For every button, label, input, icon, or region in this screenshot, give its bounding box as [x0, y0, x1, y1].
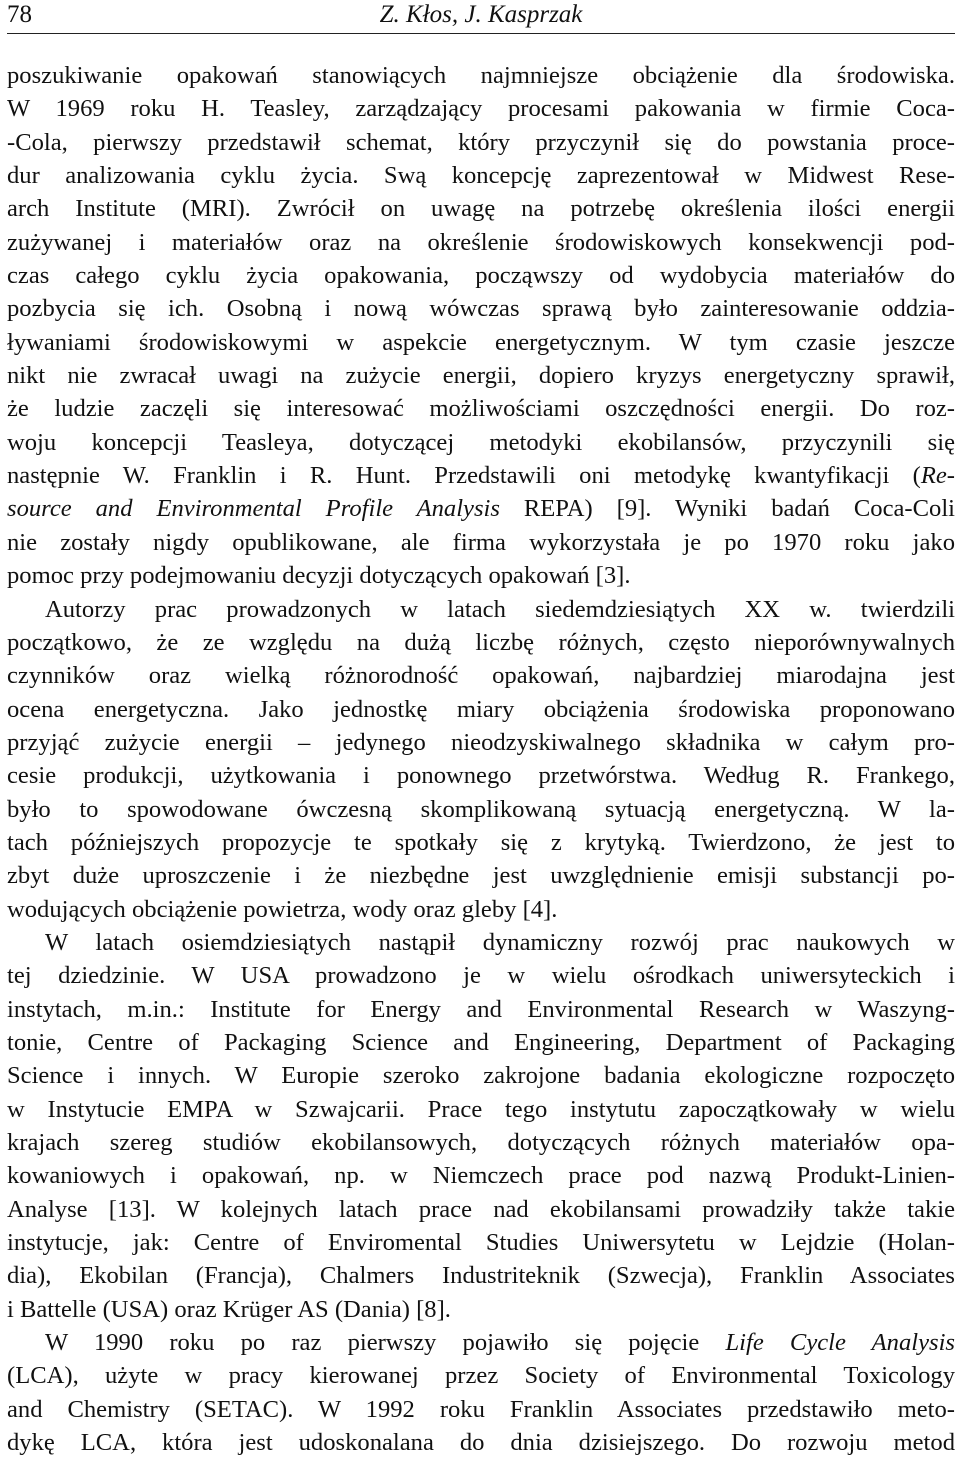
- text-line: dia), Ekobilan (Francja), Chalmers Industriteknik (Szwecja), Franklin Associates: [7, 1262, 955, 1290]
- text-fragment: W 1990 roku po raz pierwszy pojawiło się pojęcie: [45, 1329, 726, 1357]
- text-line: pomoc przy podejmowaniu decyzji dotyczących opakowań [3].: [7, 562, 631, 590]
- text-line: Analyse [13]. W kolejnych latach prace nad ekobilansami prowadziły także takie: [7, 1195, 955, 1223]
- text-line-with-italic: [7, 1326, 955, 1359]
- text-line: W latach osiemdziesiątych nastąpił dynamiczny rozwój prac naukowych w: [45, 928, 955, 956]
- text-fragment: następnie W. Franklin i R. Hunt. Przedstawili oni metodykę kwantyfikacji (: [7, 462, 921, 490]
- text-line: (LCA), użyte w pracy kierowanej przez Society of Environmental Toxicology: [7, 1362, 955, 1390]
- text-line: instytucje, jak: Centre of Enviromental Studies Uniwersytetu w Lejdzie (Holan-: [7, 1229, 955, 1257]
- text-line: W 1969 roku H. Teasley, zarządzający procesami pakowania w firmie Coca-: [7, 95, 955, 123]
- text-line: czynników oraz wielką różnorodność opakowań, najbardziej miarodajna jest: [7, 662, 955, 690]
- italic-fragment: source and Environmental Profile Analysis: [7, 495, 500, 523]
- text-line: ocena energetyczna. Jako jednostkę miary obciążenia środowiska proponowano: [7, 695, 955, 723]
- text-line: tach późniejszych propozycje te spotkały się z krytyką. Twierdzono, że jest to: [7, 828, 955, 856]
- text-line: dur analizowania cyklu życia. Swą koncepcję zaprezentował w Midwest Rese-: [7, 162, 955, 190]
- header-rule: [7, 33, 955, 34]
- document-page: [7, 0, 955, 1459]
- text-line: krajach szereg studiów ekobilansowych, dotyczących różnych materiałów opa-: [7, 1129, 955, 1156]
- text-line: cesie produkcji, użytkowania i ponownego przetwórstwa. Według R. Frankego,: [7, 762, 955, 790]
- text-line: wodujących obciążenie powietrza, wody oraz gleby [4].: [7, 895, 558, 923]
- text-line: tej dziedzinie. W USA prowadzono je w wielu ośrodkach uniwersyteckich i: [7, 962, 955, 990]
- text-line: kowaniowych i opakowań, np. w Niemczech prace pod nazwą Produkt-Linien-: [7, 1162, 955, 1190]
- text-line: Autorzy prac prowadzonych w latach siedemdziesiątych XX w. twierdzili: [45, 595, 955, 623]
- text-line: instytach, m.in.: Institute for Energy and Environmental Research w Waszyng-: [7, 995, 955, 1023]
- text-line: i Battelle (USA) oraz Krüger AS (Dania) [8].: [7, 1295, 451, 1323]
- running-header-authors: Z. Kłos, J. Kasprzak: [379, 1, 583, 28]
- text-line: było to spowodowane ówczesną skomplikowaną sytuacją energetyczną. W la-: [7, 795, 955, 823]
- running-header: [7, 0, 955, 34]
- text-line: tonie, Centre of Packaging Science and Engineering, Department of Packaging: [7, 1028, 955, 1056]
- text-line-with-italic: [7, 459, 955, 492]
- text-line: przyjąć zużycie energii – jedynego nieodzyskiwalnego składnika w całym pro-: [7, 728, 955, 756]
- text-line: ływaniami środowiskowymi w aspekcie energetycznym. W tym czasie jeszcze: [7, 328, 955, 356]
- text-line: zbyt duże uproszczenie i że niezbędne jest uwzględnienie emisji substancji po-: [7, 862, 955, 890]
- text-line: nikt nie zwracał uwagi na zużycie energii, dopiero kryzys energetyczny sprawił,: [7, 362, 955, 390]
- page-number: 78: [7, 1, 32, 28]
- text-line: czas całego cyklu życia opakowania, począwszy od wydobycia materiałów do: [7, 262, 955, 290]
- text-line: początkowo, że ze względu na dużą liczbę różnych, często nieporównywalnych: [7, 628, 955, 656]
- text-line: nie zostały nigdy opublikowane, ale firma wykorzystała je po 1970 roku jako: [7, 528, 955, 556]
- text-line: poszukiwanie opakowań stanowiących najmniejsze obciążenie dla środowiska.: [7, 62, 955, 89]
- text-line: Science i innych. W Europie szeroko zakrojone badania ekologiczne rozpoczęto: [7, 1062, 955, 1090]
- text-line: and Chemistry (SETAC). W 1992 roku Franklin Associates przedstawiło meto-: [7, 1395, 955, 1423]
- text-line: -Cola, pierwszy przedstawił schemat, który przyczynił się do powstania proce-: [7, 128, 955, 156]
- text-fragment: REPA) [9]. Wyniki badań Coca-Coli: [499, 495, 955, 523]
- text-line: że ludzie zaczęli się interesować możliwościami oszczędności energii. Do roz-: [7, 395, 955, 423]
- text-line: dykę LCA, która jest udoskonalana do dnia dzisiejszego. Do rozwoju metod: [7, 1429, 955, 1457]
- text-line: w Instytucie EMPA w Szwajcarii. Prace tego instytutu zapoczątkowały w wielu: [7, 1095, 955, 1123]
- text-line-with-italic: [7, 492, 955, 525]
- text-line: zużywanej i materiałów oraz na określenie środowiskowych konsekwencji pod-: [7, 228, 955, 256]
- text-line: arch Institute (MRI). Zwrócił on uwagę na potrzebę określenia ilości energii: [7, 195, 955, 223]
- italic-fragment: Life Cycle Analysis: [725, 1329, 955, 1357]
- body-text: [7, 59, 955, 1459]
- text-line: pozbycia się ich. Osobną i nową wówczas sprawą było zainteresowanie oddzia-: [7, 295, 955, 323]
- italic-fragment: Re-: [920, 462, 955, 490]
- text-line: woju koncepcji Teasleya, dotyczącej metodyki ekobilansów, przyczynili się: [7, 428, 955, 456]
